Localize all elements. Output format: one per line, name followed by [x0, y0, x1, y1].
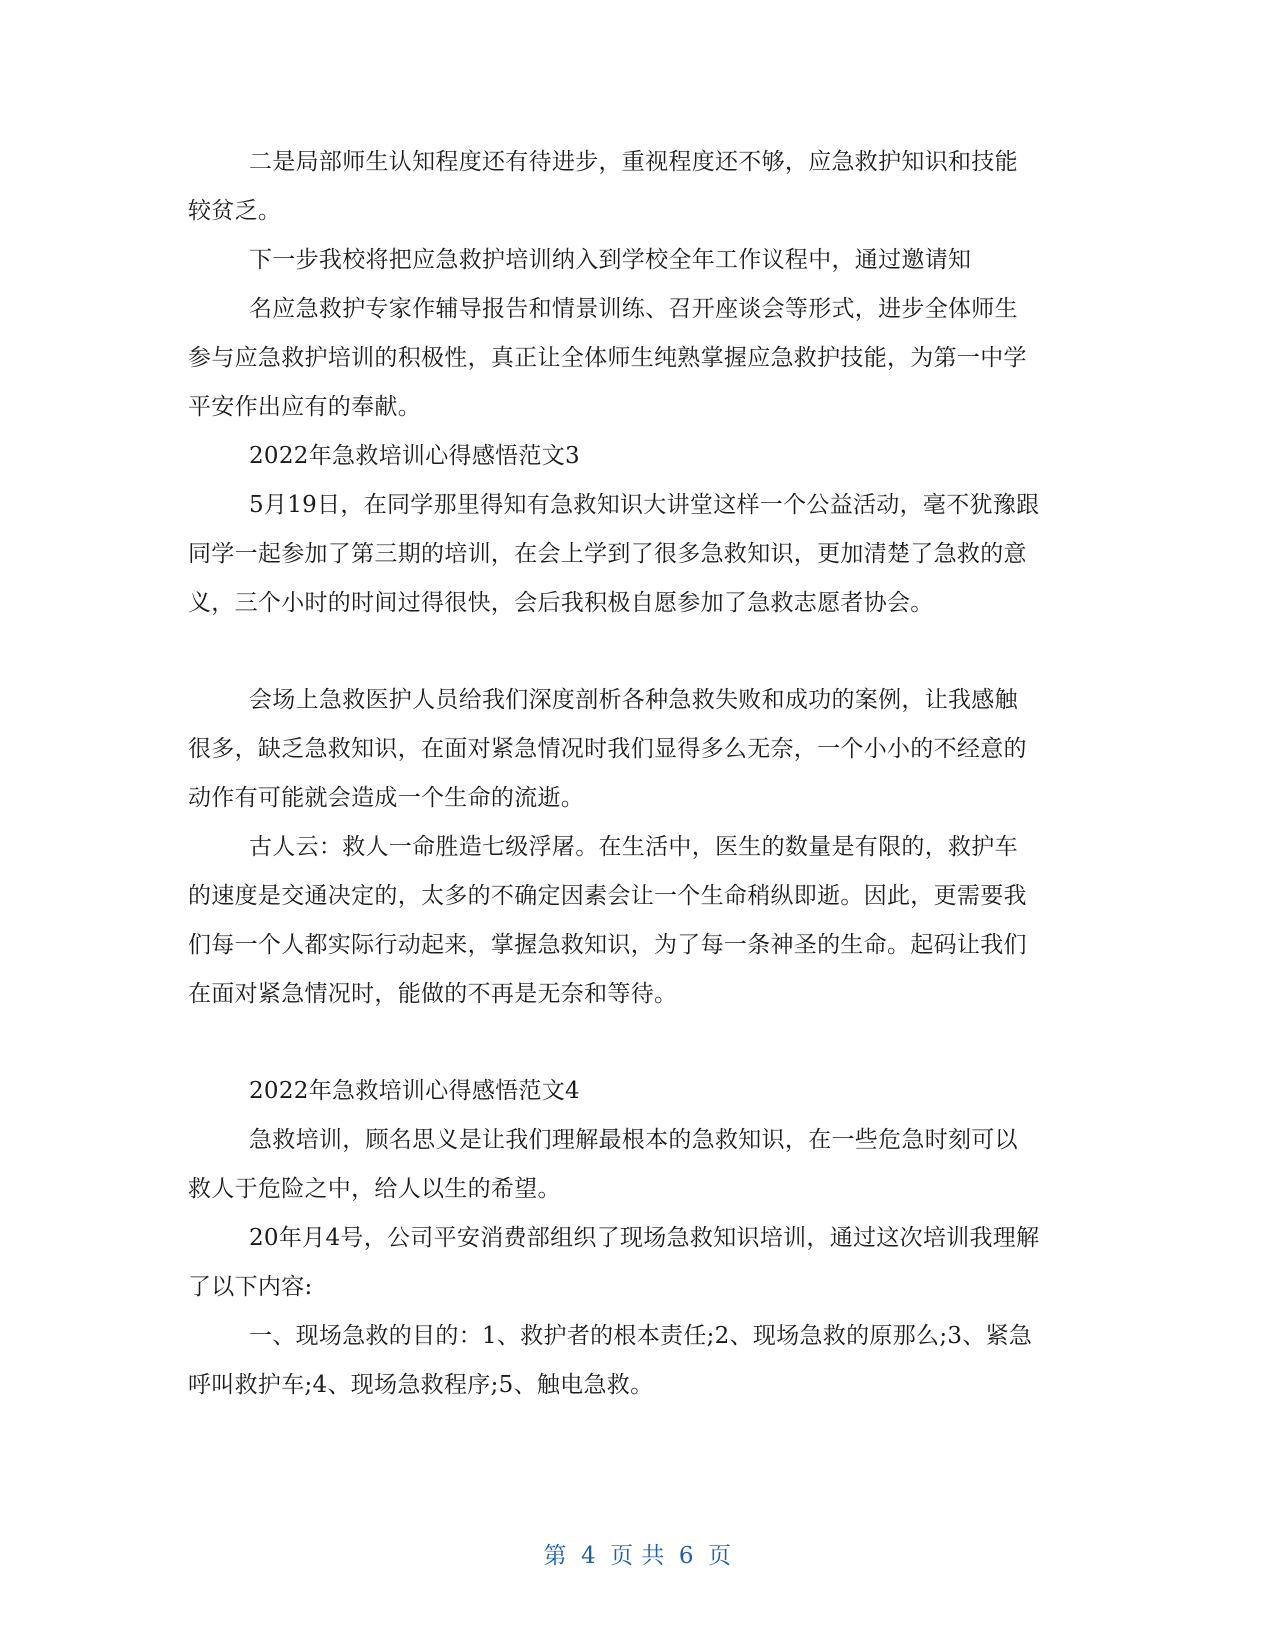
paragraph-line: 下一步我校将把应急救护培训纳入到学校全年工作议程中，通过邀请知: [249, 247, 972, 273]
footer-prefix: 第: [543, 1543, 567, 1569]
paragraph-line: 动作有可能就会造成一个生命的流逝。: [188, 785, 585, 811]
paragraph-line: 在面对紧急情况时，能做的不再是无奈和等待。: [188, 981, 678, 1007]
paragraph-line: 急救培训，顾名思义是让我们理解最根本的急救知识，在一些危急时刻可以: [249, 1127, 1018, 1153]
section-heading: 2022年急救培训心得感悟范文4: [249, 1078, 580, 1104]
paragraph-line: 呼叫救护车;4、现场急救程序;5、触电急救。: [188, 1372, 654, 1398]
paragraph-line: 平安作出应有的奉献。: [188, 394, 421, 420]
paragraph-line: 们每一个人都实际行动起来，掌握急救知识，为了每一条神圣的生命。起码让我们: [188, 932, 1027, 958]
paragraph-line: 20年月4号，公司平安消费部组织了现场急救知识培训，通过这次培训我理解: [249, 1225, 1040, 1251]
footer-middle: 页 共: [610, 1543, 665, 1569]
paragraph-line: 了以下内容:: [188, 1274, 313, 1300]
paragraph-line: 义，三个小时的时间过得很快，会后我积极自愿参加了急救志愿者协会。: [188, 590, 934, 616]
paragraph-line: 会场上急救医护人员给我们深度剖析各种急救失败和成功的案例，让我感触: [249, 687, 1018, 713]
paragraph-line: 二是局部师生认知程度还有待进步，重视程度还不够，应急救护知识和技能: [249, 149, 1018, 175]
paragraph-line: 参与应急救护培训的积极性，真正让全体师生纯熟掌握应急救护技能，为第一中学: [188, 345, 1027, 371]
paragraph-line: 名应急救护专家作辅导报告和情景训练、召开座谈会等形式，进步全体师生: [249, 296, 1018, 322]
paragraph-line: 古人云：救人一命胜造七级浮屠。在生活中，医生的数量是有限的，救护车: [249, 834, 1018, 860]
paragraph-line: 救人于危险之中，给人以生的希望。: [188, 1176, 561, 1202]
paragraph-line: 的速度是交通决定的，太多的不确定因素会让一个生命稍纵即逝。因此，更需要我: [188, 883, 1027, 909]
paragraph-line: 很多，缺乏急救知识，在面对紧急情况时我们显得多么无奈，一个小小的不经意的: [188, 736, 1027, 762]
footer-total-pages: 6: [678, 1543, 695, 1569]
footer-suffix: 页: [708, 1543, 732, 1569]
footer-page-number: 4: [580, 1543, 597, 1569]
paragraph-line: 较贫乏。: [188, 198, 282, 224]
paragraph-line: 一、现场急救的目的：1、救护者的根本责任;2、现场急救的原那么;3、紧急: [249, 1323, 1033, 1349]
section-heading: 2022年急救培训心得感悟范文3: [249, 443, 580, 469]
paragraph-line: 5月19日，在同学那里得知有急救知识大讲堂这样一个公益活动，毫不犹豫跟: [249, 492, 1040, 518]
paragraph-line: 同学一起参加了第三期的培训，在会上学到了很多急救知识，更加清楚了急救的意: [188, 541, 1027, 567]
page-footer: [0, 1541, 1275, 1571]
